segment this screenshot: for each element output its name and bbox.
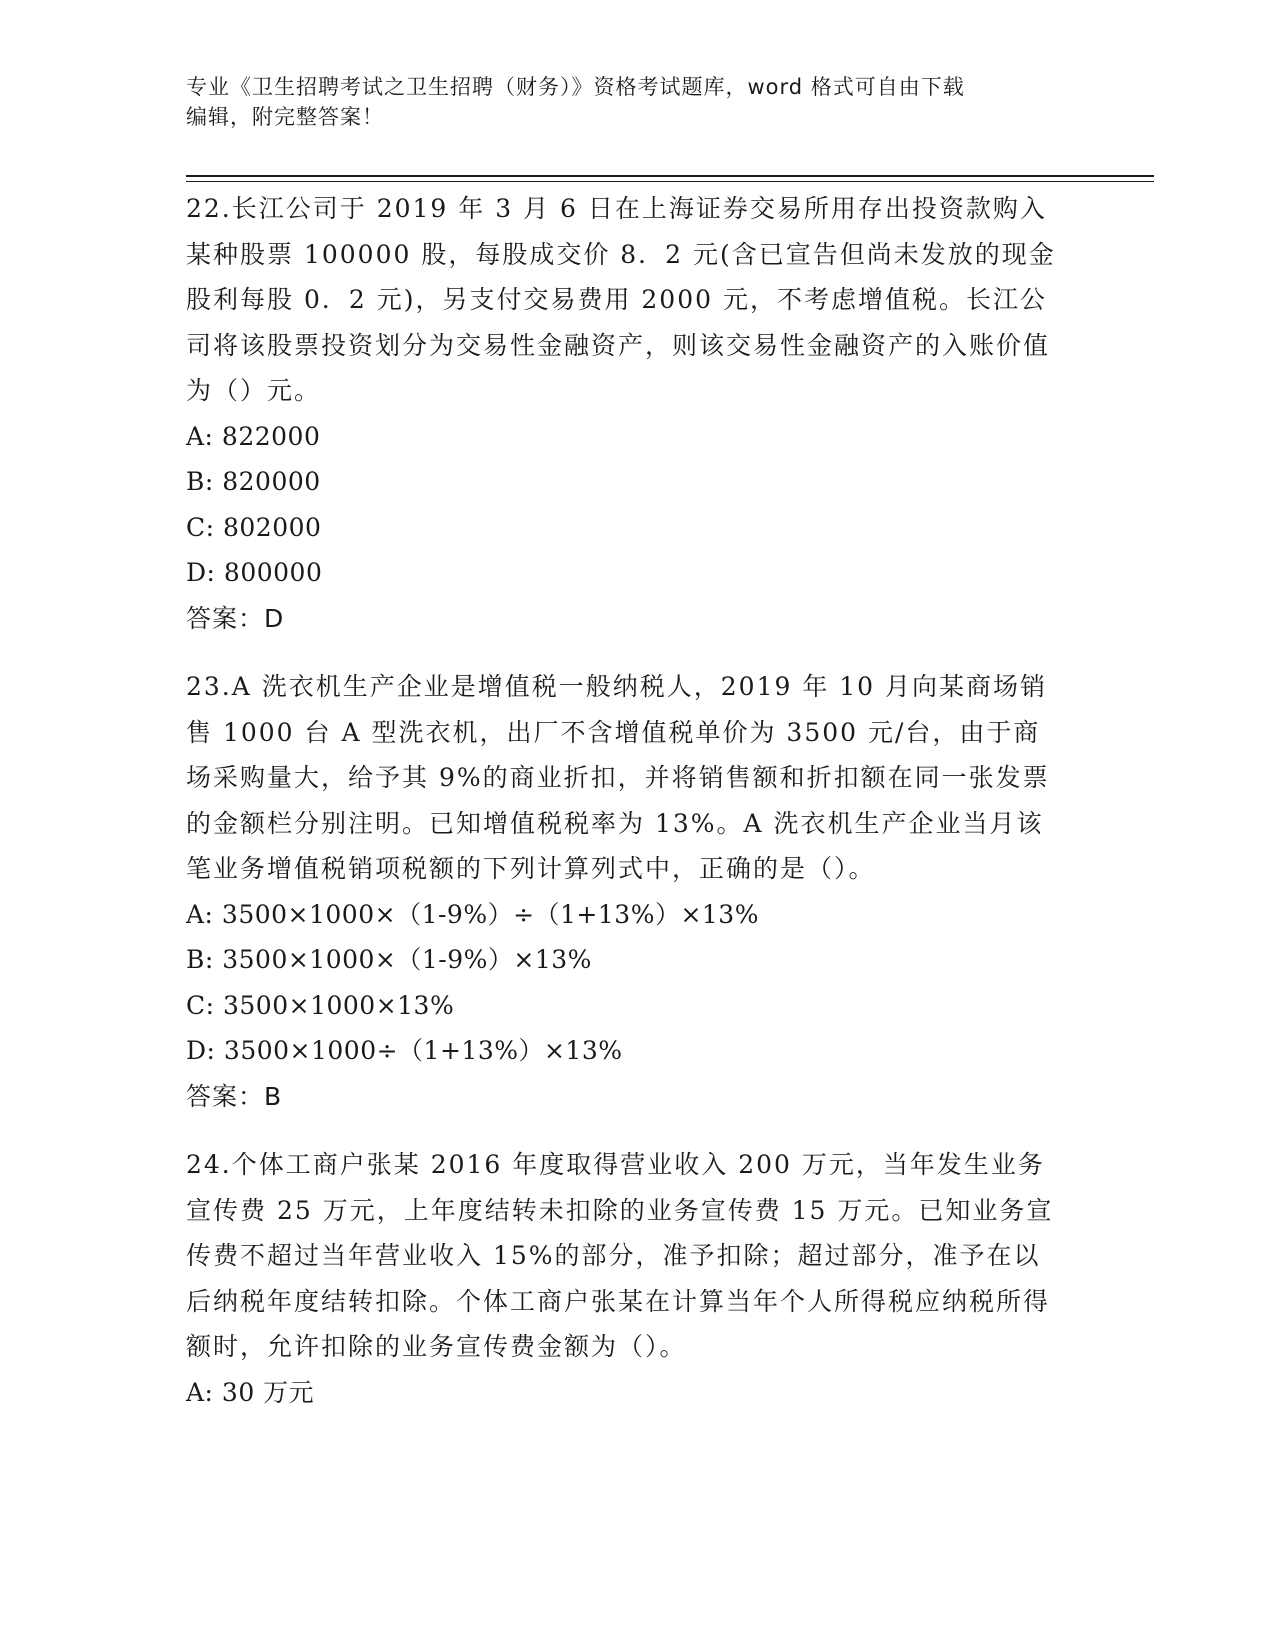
header-line-1: 专业《卫生招聘考试之卫生招聘（财务）》资格考试题库，word 格式可自由下载 bbox=[186, 75, 965, 99]
answer-label: 答案：B bbox=[186, 1081, 283, 1111]
option-c: C: 802000 bbox=[186, 512, 322, 542]
question-23 bbox=[186, 664, 1066, 1119]
header-line-2: 编辑，附完整答案！ bbox=[186, 105, 384, 129]
option-c: C: 3500×1000×13% bbox=[186, 990, 455, 1020]
option-d: D: 3500×1000÷（1+13%）×13% bbox=[186, 1036, 623, 1065]
question-stem: 23.A 洗衣机生产企业是增值税一般纳税人，2019 年 10 月向某商场销售 1000 台 A 型洗衣机，出厂不含增值税单价为 3500 元/台，由于商场采购量大，给予其 9%的商业折扣，并将销售额和折扣额在同一张发票的金额栏分别注明。已知增值税税率为 13%。A 洗衣机生产企业当月该笔业务增值税销项税额的下列计算列式中，正确的是（）。 bbox=[186, 672, 1050, 883]
document-header bbox=[186, 72, 1086, 132]
option-a: A: 3500×1000×（1-9%）÷（1+13%）×13% bbox=[186, 899, 759, 929]
option-a: A: 30 万元 bbox=[186, 1377, 315, 1407]
question-stem: 22.长江公司于 2019 年 3 月 6 日在上海证券交易所用存出投资款购入某种股票 100000 股，每股成交价 8．2 元(含已宣告但尚未发放的现金股利每股 0．2 元)，另支付交易费用 2000 元，不考虑增值税。长江公司将该股票投资划分为交易性金融资产，则该交易性金融资产的入账价值为（）元。 bbox=[186, 194, 1056, 405]
option-b: B: 820000 bbox=[186, 467, 321, 496]
question-24 bbox=[186, 1142, 1066, 1415]
option-b: B: 3500×1000×（1-9%）×13% bbox=[186, 945, 592, 974]
answer-label: 答案：D bbox=[186, 603, 285, 633]
question-22 bbox=[186, 186, 1066, 641]
option-d: D: 800000 bbox=[186, 558, 323, 587]
header-divider-thick bbox=[186, 175, 1154, 177]
header-divider-thin bbox=[186, 181, 1154, 182]
question-stem: 24.个体工商户张某 2016 年度取得营业收入 200 万元，当年发生业务宣传费 25 万元，上年度结转未扣除的业务宣传费 15 万元。已知业务宣传费不超过当年营业收入 15%的部分，准予扣除；超过部分，准予在以后纳税年度结转扣除。个体工商户张某在计算当年个人所得税应纳税所得额时，允许扣除的业务宣传费金额为（）。 bbox=[186, 1150, 1054, 1361]
option-a: A: 822000 bbox=[186, 421, 321, 451]
